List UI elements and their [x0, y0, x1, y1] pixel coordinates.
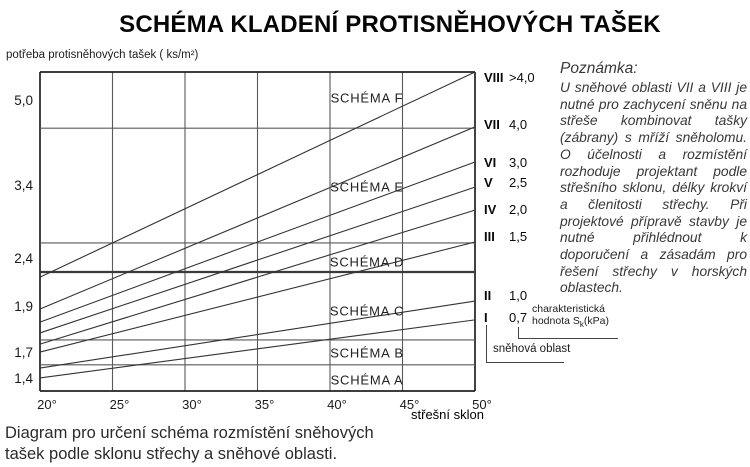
caption — [5, 423, 374, 464]
snow-zone-row — [484, 229, 527, 245]
x-tick-label: 45° — [399, 397, 420, 412]
snow-zone-value: 1,5 — [509, 229, 528, 244]
note-heading: Poznámka: — [560, 60, 638, 77]
snow-zone-value: 0,7 — [509, 310, 528, 325]
snow-zone-value: >4,0 — [509, 70, 535, 85]
sk-label-subscript: k — [579, 319, 584, 329]
schema-band-label: SCHÉMA B — [330, 345, 404, 361]
snow-zone-value: 4,0 — [509, 117, 528, 132]
schema-band-label: SCHÉMA D — [329, 254, 405, 270]
y-tick-label: 1,4 — [14, 370, 33, 386]
x-tick-label: 25° — [109, 397, 130, 412]
snow-zone-numeral: I — [484, 310, 488, 325]
schema-band-label: SCHÉMA F — [330, 90, 404, 106]
snow-zone-numeral: II — [484, 288, 492, 303]
schema-band-label: SCHÉMA A — [330, 372, 404, 388]
y-tick-label: 3,4 — [14, 177, 33, 193]
y-tick-label: 1,7 — [14, 345, 33, 361]
snow-zone-numeral: III — [484, 229, 495, 244]
note-body: U sněhové oblasti VII a VIII je nutné pro zachycení sněnu na střeše kombinovat tašky (zábrany) s mříží sněholomu. O účelnosti a rozmístění rozhoduje projektant podle střešního sklonu, délky krokví a členitosti střechy. Při projektové přípravě stavby je nutné přihlédnout k doporučení a zásadám pro řešení střechy v horských oblastech. — [560, 80, 747, 296]
snow-zone-row — [484, 70, 535, 86]
sk-label-line2-pre: hodnota S — [532, 314, 580, 327]
y-tick-label: 5,0 — [14, 93, 33, 109]
caption-line-2: tašek podle sklonu střechy a sněhové oblasti. — [5, 444, 338, 463]
snow-zone-numeral: VI — [484, 155, 497, 170]
y-tick-label: 2,4 — [14, 250, 33, 266]
snow-zone-numeral: V — [484, 175, 493, 190]
caption-line-1: Diagram pro určení schéma rozmístění sněhových — [5, 424, 374, 442]
snow-zone-row — [484, 202, 527, 218]
snow-zone-row — [484, 288, 527, 304]
snow-zone-value: 2,0 — [509, 202, 528, 217]
y-axis-title: potřeba protisněhových tašek ( ks/m²) — [6, 49, 199, 61]
page-title: SCHÉMA KLADENÍ PROTISNĚHOVÝCH TAŠEK — [119, 11, 661, 38]
schema-band-label: SCHÉMA E — [330, 179, 404, 195]
x-tick-label: 35° — [254, 397, 275, 412]
sk-label-line1: charakteristická — [532, 303, 605, 315]
snow-zone-numeral: VIII — [484, 70, 504, 85]
x-tick-label: 50° — [472, 397, 492, 412]
note — [560, 60, 747, 297]
x-axis-title: střešní sklon — [411, 407, 484, 422]
sk-label-line2-post: (kPa) — [583, 314, 609, 327]
schema-band-label: SCHÉMA C — [329, 303, 405, 319]
snow-zone-value: 1,0 — [509, 288, 528, 303]
snow-zone-numeral: IV — [484, 202, 497, 217]
snow-zone-row — [484, 310, 527, 326]
snow-area-label: sněhová oblast — [493, 343, 571, 355]
snow-zone-value: 2,5 — [509, 175, 528, 190]
snow-zone-value: 3,0 — [509, 155, 528, 170]
y-tick-label: 1,9 — [14, 299, 33, 315]
x-tick-label: 30° — [182, 397, 202, 412]
x-tick-label: 40° — [327, 397, 347, 412]
x-tick-label: 20° — [37, 397, 57, 412]
snow-zone-row — [484, 117, 527, 133]
snow-zone-numeral: VII — [484, 117, 500, 132]
snow-zone-row — [484, 155, 527, 171]
snow-zone-row — [484, 175, 527, 191]
